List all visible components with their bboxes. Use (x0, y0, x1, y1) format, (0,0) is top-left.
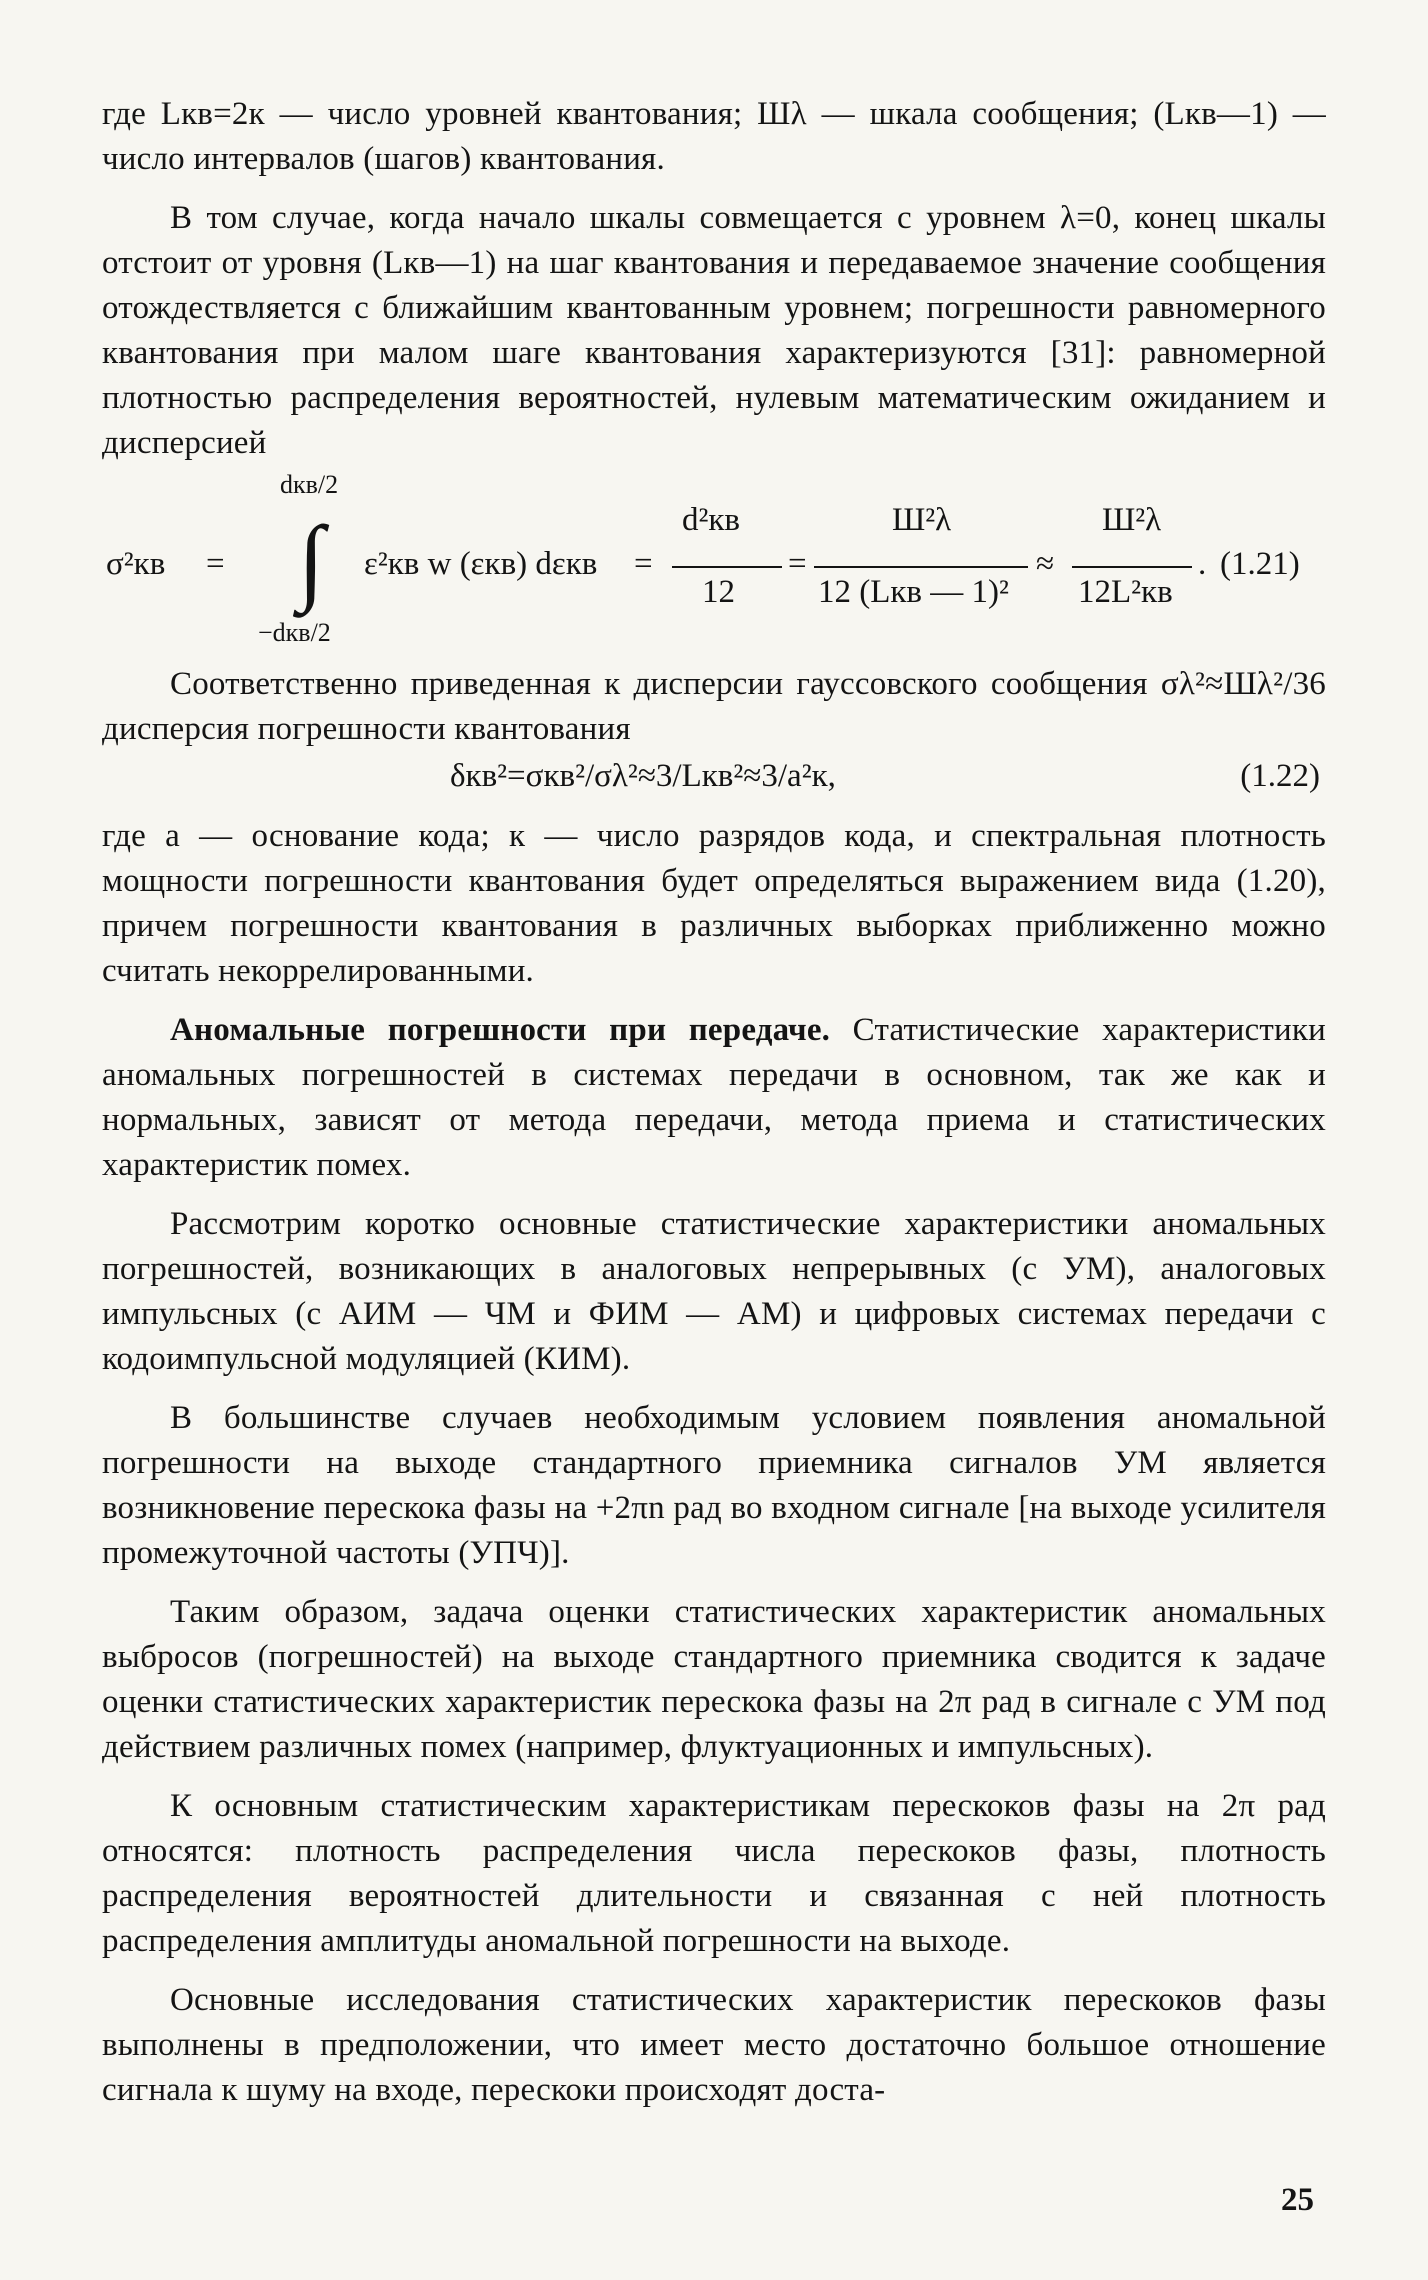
eq122-expression: δкв²=σкв²/σλ²≈3/Lкв²≈3/a²к, (450, 758, 836, 794)
eq-lower-limit: −dкв/2 (258, 618, 331, 647)
paragraph-4: где a — основание кода; к — число разрядов кода, и спектральная плотность мощности погрешности квантования будет определяться выражением вида (1.20), причем погрешности квантования в различных выборках приближенно можно считать некоррелированными. (102, 818, 1326, 989)
equation-number-1-21: (1.21) (1220, 546, 1300, 582)
integral-sign: ∫ (298, 506, 325, 613)
frac1-bar (672, 566, 782, 568)
eq-sign-2: = (788, 546, 807, 582)
frac3-bar (1072, 566, 1192, 568)
paragraph-8: Таким образом, задача оценки статистических характеристик аномальных выбросов (погрешностей) на выходе стандартного приемника сводится к задаче оценки статистических характеристик перескока фазы на 2π рад в сигнале с УМ под действием различных помех (например, флуктуационных и импульсных). (102, 1594, 1326, 1765)
equation-1-22 (102, 758, 1326, 804)
frac2-numerator: Ш²λ (892, 502, 952, 538)
equation-1-21 (102, 466, 1326, 662)
paragraph-7: В большинстве случаев необходимым условием появления аномальной погрешности на выходе стандартного приемника сигналов УМ является возникновение перескока фазы на +2πn рад во входном сигнале [на выходе усилителя промежуточной частоты (УПЧ)]. (102, 1400, 1326, 1571)
eq-sign-1: = (634, 546, 653, 582)
eq-approx: ≈ (1036, 546, 1055, 582)
paragraph-5 (102, 1008, 1326, 1188)
frac1-numerator: d²кв (682, 502, 741, 538)
frac3-numerator: Ш²λ (1102, 502, 1162, 538)
paragraph-9: К основным статистическим характеристикам перескоков фазы на 2π рад относятся: плотность распределения числа перескоков фазы, плотность распределения вероятностей длительности и связанная с ней плотность распределения амплитуды аномальной погрешности на выходе. (102, 1788, 1326, 1959)
paragraph-2: В том случае, когда начало шкалы совмещается с уровнем λ=0, конец шкалы отстоит от уровня (Lкв—1) на шаг квантования и передаваемое значение сообщения отождествляется с ближайшим квантованным уровнем; погрешности равномерного квантования при малом шаге квантования характеризуются [31]: равномерной плотностью распределения вероятностей, нулевым математическим ожиданием и дисперсией (102, 200, 1326, 461)
eq-equals: = (206, 546, 225, 582)
paragraph-3: Соответственно приведенная к дисперсии гауссовского сообщения σλ²≈Шλ²/36 дисперсия погрешности квантования (102, 666, 1326, 747)
paragraph-5-body: Статистические характеристики аномальных погрешностей в системах передачи в основном, так же как и нормальных, зависят от метода передачи, метода приема и статистических характеристик помех. (102, 1012, 1326, 1183)
frac3-denominator: 12L²кв (1078, 574, 1173, 610)
page-number: 25 (1281, 2182, 1314, 2218)
paragraph-6: Рассмотрим коротко основные статистические характеристики аномальных погрешностей, возникающих в аналоговых непрерывных (с УМ), аналоговых импульсных (с АИМ — ЧМ и ФИМ — АМ) и цифровых системах передачи с кодоимпульсной модуляцией (КИМ). (102, 1206, 1326, 1377)
frac2-denominator: 12 (Lкв — 1)² (818, 574, 1009, 610)
paragraph-10: Основные исследования статистических характеристик перескоков фазы выполнены в предположении, что имеет место достаточно большое отношение сигнала к шуму на входе, перескоки происходят доста- (102, 1982, 1326, 2108)
eq-upper-limit: dкв/2 (280, 470, 339, 499)
section-heading: Аномальные погрешности при передаче. (170, 1012, 831, 1048)
eq-integrand: ε²кв w (εкв) dεкв (364, 546, 598, 582)
eq-dot: . (1198, 546, 1207, 582)
frac1-denominator: 12 (702, 574, 735, 610)
equation-number-1-22: (1.22) (1240, 758, 1320, 794)
paragraph-1: где Lкв=2к — число уровней квантования; Шλ — шкала сообщения; (Lкв—1) — число интервалов (шагов) квантования. (102, 96, 1326, 177)
frac2-bar (814, 566, 1028, 568)
eq-lhs: σ²кв (106, 546, 166, 582)
